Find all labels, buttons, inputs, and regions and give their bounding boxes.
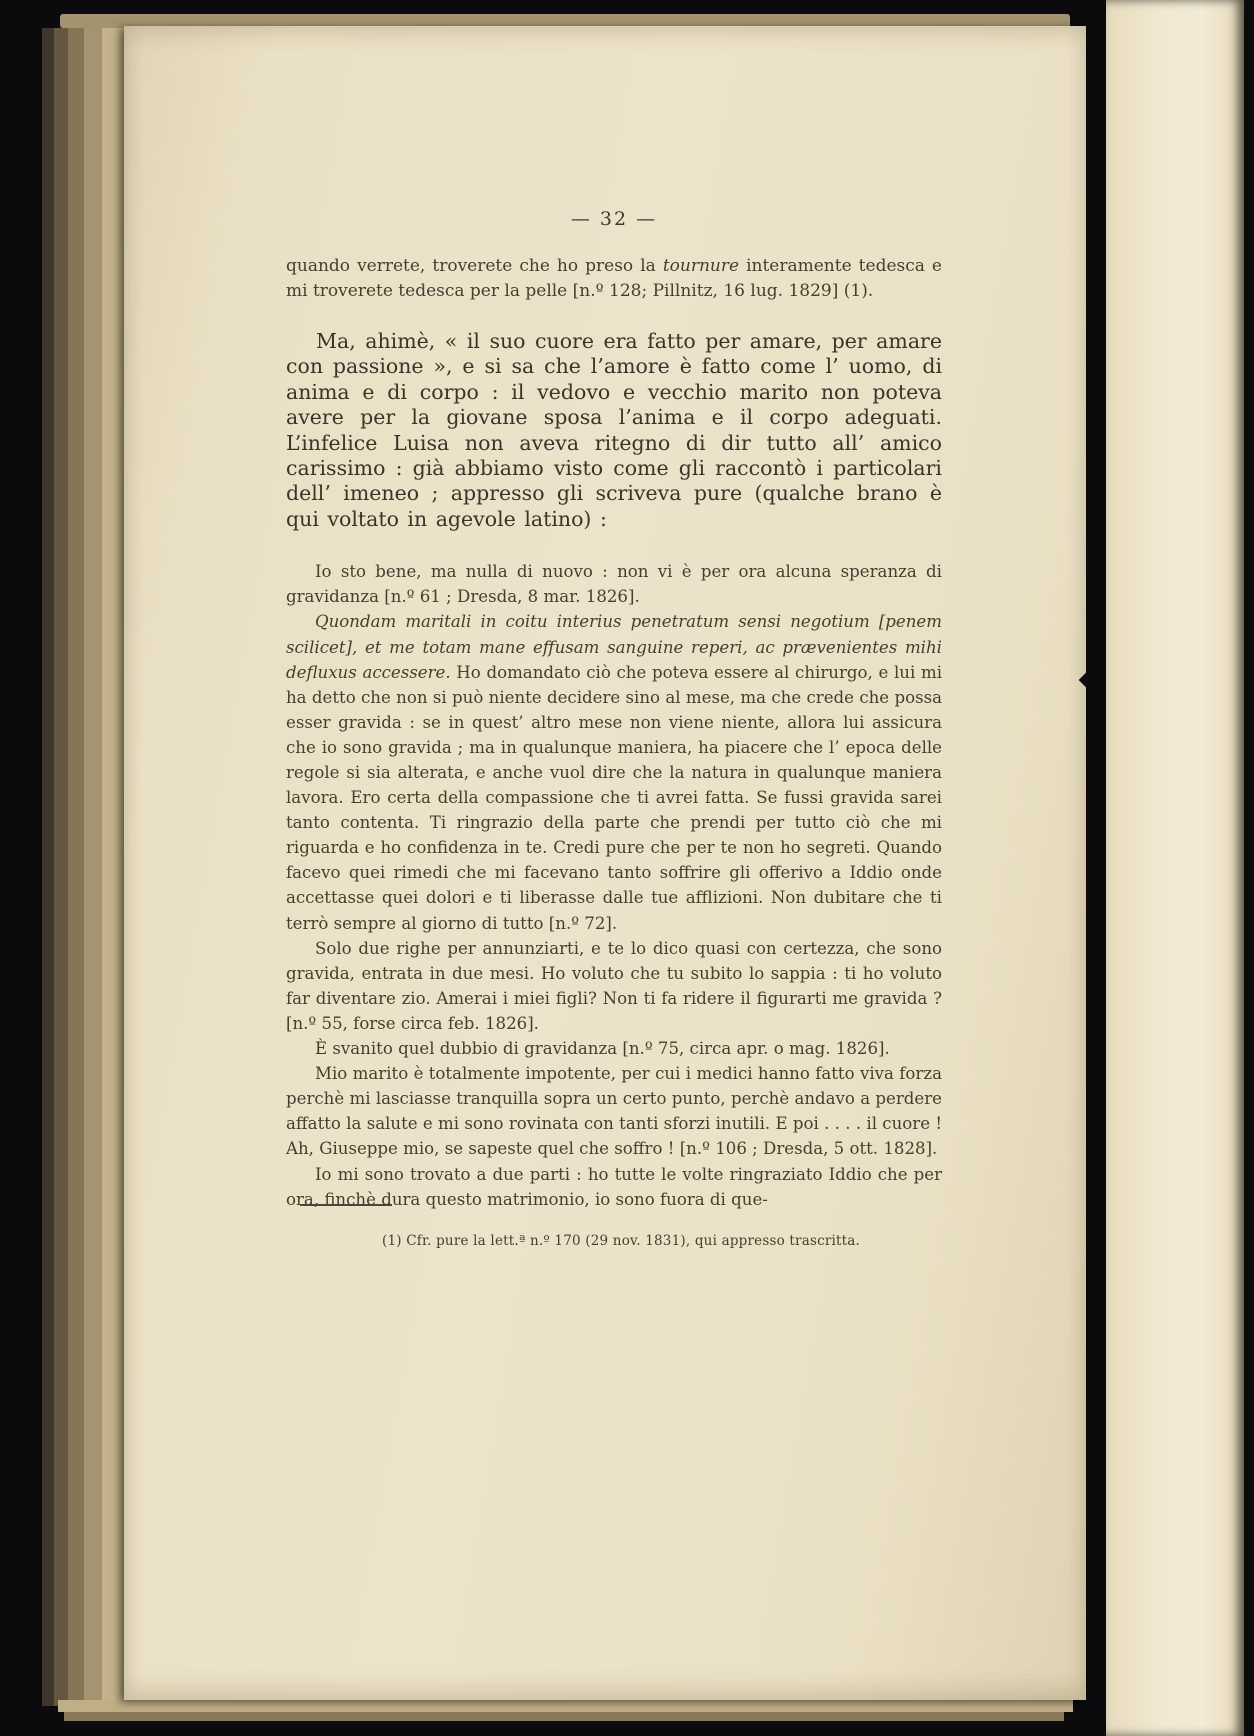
- paragraph-main: Ma, ahimè, « il suo cuore era fatto per amare, per amare con passione », e si sa che l’amore è fatto come l’ uomo, di anima e di corpo : il vedovo e vecchio marito non poteva avere per la giovane sposa l’anima e il corpo adeguati. L’infelice Luisa non aveva ritegno di dir tutto all’ amico carissimo : già abbiamo visto come gli raccontò i particolari dell’ imeneo ; appresso gli scriveva pure (qualche brano è qui voltato in agevole latino) :: [286, 329, 942, 531]
- text-run: quando verrete, troverete che ho preso la: [286, 256, 663, 276]
- quoted-letters: [286, 559, 942, 1211]
- footnote-area: [286, 1204, 942, 1249]
- quote-paragraph: [286, 609, 942, 935]
- page-edge-bottom: [64, 1712, 1064, 1721]
- book-page: [124, 26, 1086, 1700]
- page-edge-strip: [54, 28, 68, 1706]
- page-edge-strip: [102, 28, 124, 1706]
- paragraph-continuation: [286, 254, 942, 304]
- quote-paragraph: Solo due righe per annunziarti, e te lo dico quasi con certezza, che sono gravida, entrata in due mesi. Ho voluto che tu subito lo sappia : ti ho voluto far diventare zio. Amerai i miei figli? Non ti fa ridere il figurarti me gravida ? [n.º 55, forse circa feb. 1826].: [286, 938, 942, 1033]
- page-edge-strip: [84, 28, 102, 1706]
- page-edge-strip: [42, 28, 54, 1706]
- page-number: — 32 —: [570, 208, 658, 230]
- text-run: interamente tedesca e mi troverete tedesca per la pelle [n.º 128; Pillnitz, 16 lug. 1829] (1).: [286, 256, 942, 301]
- text-run-italic: tournure: [662, 256, 740, 276]
- quote-paragraph: Io mi sono trovato a due parti : ho tutte le volte ringraziato Iddio che per ora, finchè dura questo matrimonio, io sono fuora di que-: [286, 1164, 942, 1209]
- text-run: Ho domandato ciò che poteva essere al chirurgo, e lui mi ha detto che non si può niente decidere sino al mese, ma che crede che possa esser gravida : se in quest’ altro mese non viene niente, allora lui assicura che io sono gravida ; ma in qualunque maniera, ha piacere che l’ epoca delle regole si sia alterata, e anche vuol dire che la natura in qualunque maniera lavora. Ero certa della compassione che ti avrei fatta. Se fussi gravida sarei tanto contenta. Ti ringrazio della parte che prendi per tutto ciò che mi riguarda e ho confidenza in te. Credi pure che per te non ho segreti. Quando facevo quei rimedi che mi facevano tanto soffrire gli offerivo a Iddio onde accettasse quei dolori e ti liberasse dalle tue afflizioni. Non dubitare che ti terrò sempre al giorno di tutto [n.º 72].: [286, 662, 942, 933]
- text-run-latin-italic: Quondam maritali in coitu interius penetratum sensi negotium [penem scilicet], et me totam mane effusam sanguine reperi, ac prævenientes mihi defluxus accessere.: [286, 612, 942, 682]
- quote-paragraph: Io sto bene, ma nulla di nuovo : non vi è per ora alcuna speranza di gravidanza [n.º 61 ; Dresda, 8 mar. 1826].: [286, 562, 942, 607]
- page-edges-left: [42, 22, 124, 1712]
- text-column: [286, 26, 942, 1212]
- adjacent-page-edge: [1106, 0, 1244, 1736]
- page-edge-strip: [68, 28, 84, 1706]
- footnote: (1) Cfr. pure la lett.ª n.º 170 (29 nov. 1831), qui appresso trascritta.: [382, 1233, 861, 1249]
- footnote-rule: [300, 1204, 392, 1206]
- page-edge-bottom: [58, 1700, 1073, 1712]
- quote-paragraph: Mio marito è totalmente impotente, per cui i medici hanno fatto viva forza perchè mi lasciasse tranquilla sopra un certo punto, perchè andavo a perdere affatto la salute e mi sono rovinata con tanti sforzi inutili. E poi . . . . il cuore ! Ah, Giuseppe mio, se sapeste quel che soffro ! [n.º 106 ; Dresda, 5 ott. 1828].: [286, 1064, 942, 1159]
- quote-paragraph: È svanito quel dubbio di gravidanza [n.º 75, circa apr. o mag. 1826].: [315, 1039, 890, 1059]
